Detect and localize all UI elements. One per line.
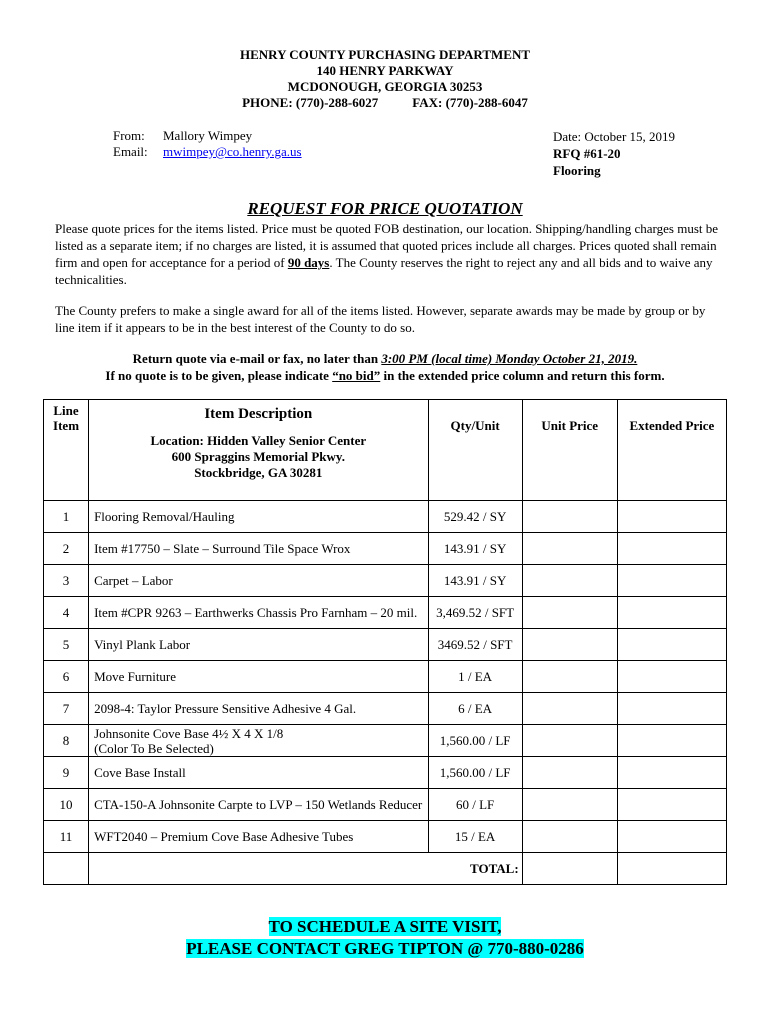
total-blank-cell bbox=[44, 853, 89, 885]
item-description: CTA-150-A Johnsonite Carpte to LVP – 150 Wetlands Reducer bbox=[89, 789, 428, 821]
table-row bbox=[44, 725, 727, 757]
extended-price-cell[interactable] bbox=[617, 725, 726, 757]
extended-price-cell[interactable] bbox=[617, 565, 726, 597]
unit-price-cell[interactable] bbox=[522, 725, 617, 757]
no-bid-phrase: “no bid” bbox=[332, 368, 381, 383]
line-number: 3 bbox=[44, 565, 89, 597]
table-row bbox=[44, 821, 727, 853]
address-line-1: 140 HENRY PARKWAY bbox=[316, 63, 454, 78]
item-qty: 1 / EA bbox=[428, 661, 522, 693]
table-row bbox=[44, 597, 727, 629]
unit-price-cell[interactable] bbox=[522, 533, 617, 565]
instructions-paragraph bbox=[55, 220, 725, 288]
total-label: TOTAL: bbox=[89, 853, 523, 885]
table-row bbox=[44, 565, 727, 597]
table-row bbox=[44, 757, 727, 789]
award-paragraph: The County prefers to make a single award for all of the items listed. However, separate awards may be made by group or by line item if it appears to be in the best interest of the County to do so. bbox=[55, 303, 706, 335]
line-number: 2 bbox=[44, 533, 89, 565]
fax-number: FAX: (770)-288-6047 bbox=[412, 95, 528, 110]
phone-fax-line bbox=[0, 95, 770, 111]
unit-price-cell[interactable] bbox=[522, 821, 617, 853]
from-label: From: bbox=[113, 128, 145, 143]
item-qty: 60 / LF bbox=[428, 789, 522, 821]
table-header-row bbox=[44, 400, 727, 501]
unit-price-cell[interactable] bbox=[522, 501, 617, 533]
item-description: Cove Base Install bbox=[89, 757, 428, 789]
item-description: Flooring Removal/Hauling bbox=[89, 501, 428, 533]
nobid-text-end: in the extended price column and return this form. bbox=[380, 368, 665, 383]
from-name: Mallory Wimpey bbox=[163, 128, 253, 143]
letterhead bbox=[0, 47, 770, 111]
item-description: Carpet – Labor bbox=[89, 565, 428, 597]
item-description-line-1: Johnsonite Cove Base 4½ X 4 X 1/8 bbox=[94, 725, 284, 741]
table-row bbox=[44, 629, 727, 661]
item-description: Item #17750 – Slate – Surround Tile Space Wrox bbox=[89, 533, 428, 565]
item-description: Move Furniture bbox=[89, 661, 428, 693]
item-qty: 6 / EA bbox=[428, 693, 522, 725]
deadline: 3:00 PM (local time) Monday October 21, 2019. bbox=[381, 351, 638, 366]
table-row bbox=[44, 533, 727, 565]
unit-price-cell[interactable] bbox=[522, 597, 617, 629]
extended-price-cell[interactable] bbox=[617, 629, 726, 661]
location-city: Stockbridge, GA 30281 bbox=[194, 465, 323, 480]
line-number: 4 bbox=[44, 597, 89, 629]
site-visit-banner bbox=[0, 916, 770, 960]
extended-price-cell[interactable] bbox=[617, 597, 726, 629]
extended-price-cell[interactable] bbox=[617, 757, 726, 789]
rfq-date: Date: October 15, 2019 bbox=[553, 129, 676, 144]
unit-price-cell[interactable] bbox=[522, 693, 617, 725]
email-label: Email: bbox=[113, 144, 148, 159]
instructions-text-end: . The County reserves the right to reject any and all bids and to waive any technicalities. bbox=[55, 255, 713, 287]
unit-price-cell[interactable] bbox=[522, 757, 617, 789]
item-qty: 3,469.52 / SFT bbox=[428, 597, 522, 629]
line-number: 7 bbox=[44, 693, 89, 725]
table-row bbox=[44, 693, 727, 725]
item-description: 2098-4: Taylor Pressure Sensitive Adhesive 4 Gal. bbox=[89, 693, 428, 725]
description-heading: Item Description bbox=[204, 406, 313, 422]
total-extended-price-cell[interactable] bbox=[617, 853, 726, 885]
address-line-2: MCDONOUGH, GEORGIA 30253 bbox=[287, 79, 483, 94]
nobid-text-start: If no quote is to be given, please indicate bbox=[105, 368, 333, 383]
line-number: 10 bbox=[44, 789, 89, 821]
line-number: 8 bbox=[44, 725, 89, 757]
item-qty: 15 / EA bbox=[428, 821, 522, 853]
item-description-line-2: (Color To Be Selected) bbox=[94, 740, 214, 756]
page-title: REQUEST FOR PRICE QUOTATION bbox=[247, 199, 523, 218]
extended-price-cell[interactable] bbox=[617, 661, 726, 693]
rfq-subject: Flooring bbox=[553, 163, 601, 178]
unit-price-cell[interactable] bbox=[522, 565, 617, 597]
line-number: 11 bbox=[44, 821, 89, 853]
rfq-number: RFQ #61-20 bbox=[553, 146, 621, 161]
items-table bbox=[43, 399, 727, 885]
line-number: 9 bbox=[44, 757, 89, 789]
extended-price-cell[interactable] bbox=[617, 533, 726, 565]
item-qty: 143.91 / SY bbox=[428, 533, 522, 565]
item-qty: 1,560.00 / LF bbox=[428, 757, 522, 789]
extended-price-cell[interactable] bbox=[617, 501, 726, 533]
extended-price-cell[interactable] bbox=[617, 821, 726, 853]
col-header-qty-unit: Qty/Unit bbox=[428, 400, 522, 501]
unit-price-cell[interactable] bbox=[522, 661, 617, 693]
col-header-description bbox=[89, 400, 428, 501]
total-unit-cell bbox=[522, 853, 617, 885]
site-visit-line-2: PLEASE CONTACT GREG TIPTON @ 770-880-0286 bbox=[186, 939, 584, 958]
rfq-meta bbox=[553, 128, 675, 179]
table-row bbox=[44, 661, 727, 693]
return-instructions bbox=[0, 350, 770, 384]
unit-price-cell[interactable] bbox=[522, 789, 617, 821]
sender-block bbox=[113, 128, 302, 160]
department-name: HENRY COUNTY PURCHASING DEPARTMENT bbox=[239, 47, 531, 62]
item-qty: 529.42 / SY bbox=[428, 501, 522, 533]
item-description: Vinyl Plank Labor bbox=[89, 629, 428, 661]
location-street: 600 Spraggins Memorial Pkwy. bbox=[171, 449, 345, 464]
item-qty: 3469.52 / SFT bbox=[428, 629, 522, 661]
item-qty: 143.91 / SY bbox=[428, 565, 522, 597]
total-row bbox=[44, 853, 727, 885]
unit-price-cell[interactable] bbox=[522, 629, 617, 661]
location-name: Location: Hidden Valley Senior Center bbox=[150, 433, 367, 448]
col-header-line-item: Line Item bbox=[44, 400, 89, 501]
col-header-unit-price: Unit Price bbox=[522, 400, 617, 501]
extended-price-cell[interactable] bbox=[617, 693, 726, 725]
line-number: 5 bbox=[44, 629, 89, 661]
item-qty: 1,560.00 / LF bbox=[428, 725, 522, 757]
table-row bbox=[44, 501, 727, 533]
col-header-extended-price: Extended Price bbox=[617, 400, 726, 501]
site-visit-line-1: TO SCHEDULE A SITE VISIT, bbox=[268, 917, 502, 936]
item-description bbox=[89, 725, 428, 757]
extended-price-cell[interactable] bbox=[617, 789, 726, 821]
return-text: Return quote via e-mail or fax, no later than bbox=[132, 351, 382, 366]
email-link[interactable]: mwimpey@co.henry.ga.us bbox=[163, 144, 302, 159]
item-description: Item #CPR 9263 – Earthwerks Chassis Pro Farnham – 20 mil. bbox=[89, 597, 428, 629]
instructions-text-start: Please quote prices for the items listed. Price must be quoted FOB destination, our location. Shipping/handling charges must be listed as a separate item; if no charges are listed, it is assumed that quoted prices include all charges. Prices quoted shall remain firm and open for acceptance for a period of bbox=[55, 221, 719, 270]
validity-period: 90 days bbox=[287, 255, 330, 270]
phone-number: PHONE: (770)-288-6027 bbox=[242, 95, 379, 110]
line-number: 1 bbox=[44, 501, 89, 533]
line-number: 6 bbox=[44, 661, 89, 693]
item-description: WFT2040 – Premium Cove Base Adhesive Tubes bbox=[89, 821, 428, 853]
table-row bbox=[44, 789, 727, 821]
